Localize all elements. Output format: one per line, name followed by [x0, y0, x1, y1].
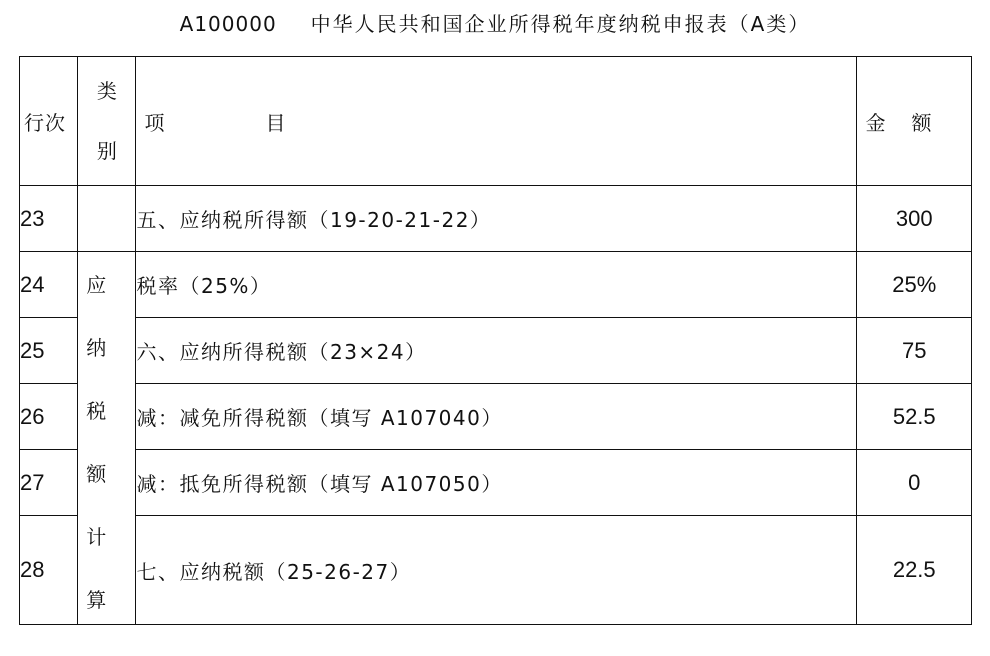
- line-number: 28: [20, 516, 78, 625]
- table-row: [20, 384, 972, 450]
- item-label: 税率（25%）: [136, 252, 857, 318]
- header-line-no: 行次: [20, 57, 78, 186]
- category-char: 计: [86, 524, 107, 549]
- line-number: 23: [20, 186, 78, 252]
- category-tax-calculation: [78, 252, 136, 625]
- category-char: 应: [86, 272, 107, 297]
- amount-value: 22.5: [857, 516, 972, 625]
- item-label: 减：抵免所得税额（填写 A107050）: [136, 450, 857, 516]
- header-amount-left: 金: [865, 110, 886, 135]
- header-amount-right: 额: [911, 110, 932, 135]
- category-char: 算: [86, 587, 107, 612]
- category-char: 纳: [86, 335, 107, 360]
- category-cell-empty: [78, 186, 136, 252]
- header-category-bottom: 别: [96, 139, 117, 163]
- item-label: 六、应纳所得税额（23×24）: [136, 318, 857, 384]
- amount-value: 75: [857, 318, 972, 384]
- amount-value: 300: [857, 186, 972, 252]
- table-row: [20, 318, 972, 384]
- table-row: [20, 450, 972, 516]
- line-number: 25: [20, 318, 78, 384]
- table-row: [20, 186, 972, 252]
- table-row: [20, 252, 972, 318]
- form-title: [0, 8, 990, 37]
- amount-value: 52.5: [857, 384, 972, 450]
- header-amount: [857, 57, 972, 186]
- category-char: 税: [86, 398, 107, 423]
- item-label: 五、应纳税所得额（19-20-21-22）: [136, 186, 857, 252]
- header-category: [78, 57, 136, 186]
- item-label: 减：减免所得税额（填写 A107040）: [136, 384, 857, 450]
- header-category-top: 类: [96, 79, 117, 103]
- header-item-right: 目: [265, 110, 287, 135]
- line-number: 24: [20, 252, 78, 318]
- amount-value: 0: [857, 450, 972, 516]
- category-char: 额: [86, 461, 107, 486]
- form-name: 中华人民共和国企业所得税年度纳税申报表（A类）: [310, 12, 811, 36]
- header-item: [136, 57, 857, 186]
- table-header-row: [20, 57, 972, 186]
- amount-value: 25%: [857, 252, 972, 318]
- form-code: A100000: [179, 12, 277, 36]
- line-number: 26: [20, 384, 78, 450]
- tax-return-table: [19, 56, 972, 625]
- line-number: 27: [20, 450, 78, 516]
- item-label: 七、应纳税额（25-26-27）: [136, 516, 857, 625]
- header-item-left: 项: [144, 110, 166, 135]
- table-row: [20, 516, 972, 625]
